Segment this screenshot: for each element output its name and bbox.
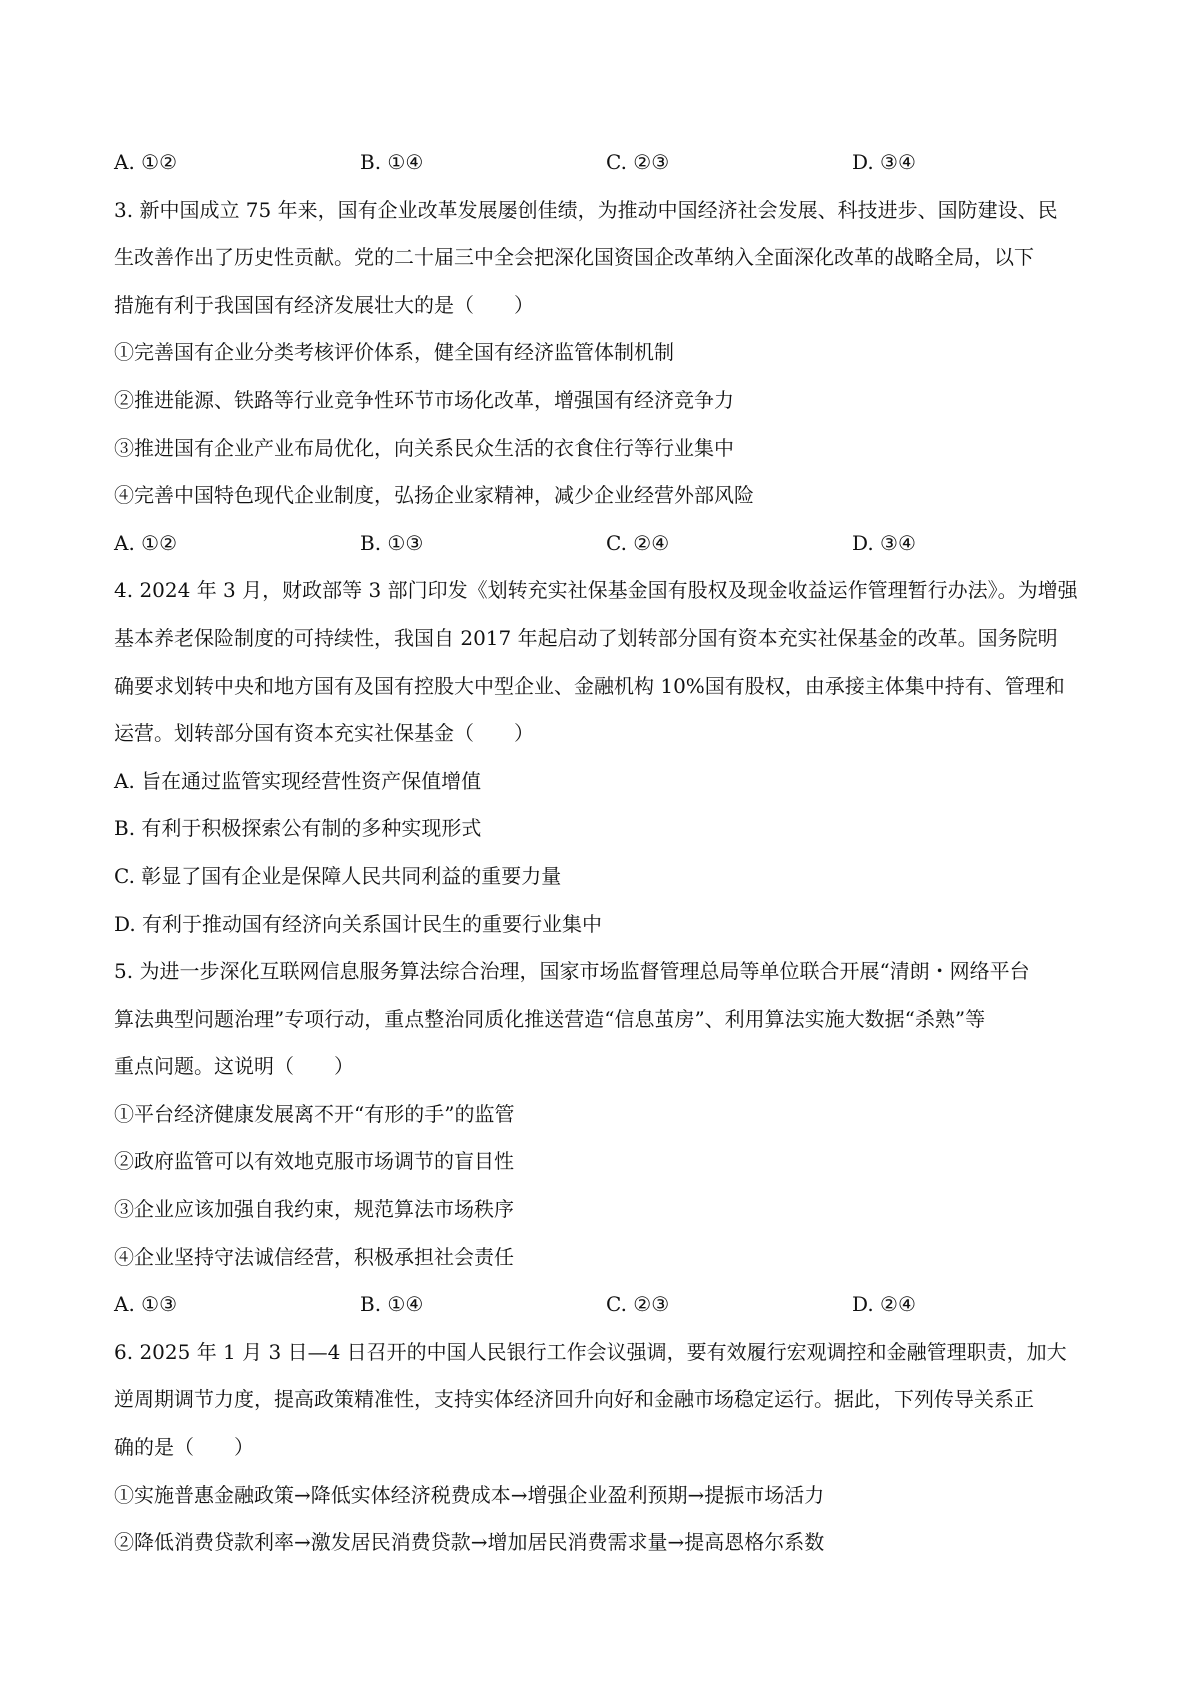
text-line: ④企业坚持守法诚信经营，积极承担社会责任 xyxy=(114,1244,514,1269)
answer-options-row xyxy=(114,142,1100,190)
text-line: ③推进国有企业产业布局优化，向关系民众生活的衣食住行等行业集中 xyxy=(114,435,734,460)
answer-options-row xyxy=(114,523,1100,571)
text-line: ①完善国有企业分类考核评价体系，健全国有经济监管体制机制 xyxy=(114,340,674,365)
answer-option: C. ②③ xyxy=(606,150,670,174)
text-line: ②降低消费贷款利率→激发居民消费贷款→增加居民消费需求量→提高恩格尔系数 xyxy=(114,1530,825,1555)
text-line: 确要求划转中央和地方国有及国有控股大中型企业、金融机构 10%国有股权，由承接主体集中持有、管理和 xyxy=(114,673,1065,698)
answer-option: B. ①④ xyxy=(360,1292,424,1317)
answer-option: D. ③④ xyxy=(852,530,916,555)
exam-content xyxy=(114,142,1100,1570)
text-line: 生改善作出了历史性贡献。党的二十届三中全会把深化国资国企改革纳入全面深化改革的战略全局，以下 xyxy=(114,245,1034,270)
answer-option: D. ③④ xyxy=(852,150,916,174)
answer-options-row xyxy=(114,1284,1100,1332)
text-line: 4. 2024 年 3 月，财政部等 3 部门印发《划转充实社保基金国有股权及现金收益运作管理暂行办法》。为增强 xyxy=(114,578,1078,603)
text-line: ①平台经济健康发展离不开“有形的手”的监管 xyxy=(114,1101,515,1126)
text-line: 基本养老保险制度的可持续性，我国自 2017 年起启动了划转部分国有资本充实社保基金的改革。国务院明 xyxy=(114,625,1058,650)
answer-option: B. ①③ xyxy=(360,530,424,555)
answer-option: C. ②③ xyxy=(606,1292,670,1317)
answer-option: C. ②④ xyxy=(606,530,670,555)
text-line: 逆周期调节力度，提高政策精准性，支持实体经济回升向好和金融市场稳定运行。据此，下列传导关系正 xyxy=(114,1387,1034,1412)
text-line: 重点问题。这说明（ ） xyxy=(114,1054,354,1079)
text-line: 3. 新中国成立 75 年来，国有企业改革发展屡创佳绩，为推动中国经济社会发展、科技进步、国防建设、民 xyxy=(114,197,1058,222)
text-line: A. 旨在通过监管实现经营性资产保值增值 xyxy=(114,768,482,793)
answer-option: D. ②④ xyxy=(852,1292,916,1317)
answer-option: A. ①② xyxy=(114,530,178,555)
text-line: ②推进能源、铁路等行业竞争性环节市场化改革，增强国有经济竞争力 xyxy=(114,387,734,412)
text-line: C. 彰显了国有企业是保障人民共同利益的重要力量 xyxy=(114,863,562,888)
text-line: ②政府监管可以有效地克服市场调节的盲目性 xyxy=(114,1149,514,1174)
text-line: B. 有利于积极探索公有制的多种实现形式 xyxy=(114,816,482,841)
answer-option: A. ①② xyxy=(114,150,178,174)
text-line: 措施有利于我国国有经济发展壮大的是（ ） xyxy=(114,292,534,317)
text-line: ④完善中国特色现代企业制度，弘扬企业家精神，减少企业经营外部风险 xyxy=(114,483,754,508)
text-line: ③企业应该加强自我约束，规范算法市场秩序 xyxy=(114,1197,514,1222)
text-line: 5. 为进一步深化互联网信息服务算法综合治理，国家市场监督管理总局等单位联合开展“清朗・网络平台 xyxy=(114,959,1030,984)
answer-option: B. ①④ xyxy=(360,150,424,174)
text-line: 运营。划转部分国有资本充实社保基金（ ） xyxy=(114,721,534,746)
text-line: 算法典型问题治理”专项行动，重点整治同质化推送营造“信息茧房”、利用算法实施大数据“杀熟”等 xyxy=(114,1006,986,1031)
text-line: ①实施普惠金融政策→降低实体经济税费成本→增强企业盈利预期→提振市场活力 xyxy=(114,1482,825,1507)
text-line: 6. 2025 年 1 月 3 日—4 日召开的中国人民银行工作会议强调，要有效履行宏观调控和金融管理职责，加大 xyxy=(114,1339,1067,1364)
answer-option: A. ①③ xyxy=(114,1292,178,1317)
text-line: D. 有利于推动国有经济向关系国计民生的重要行业集中 xyxy=(114,911,603,936)
text-line: 确的是（ ） xyxy=(114,1435,254,1460)
